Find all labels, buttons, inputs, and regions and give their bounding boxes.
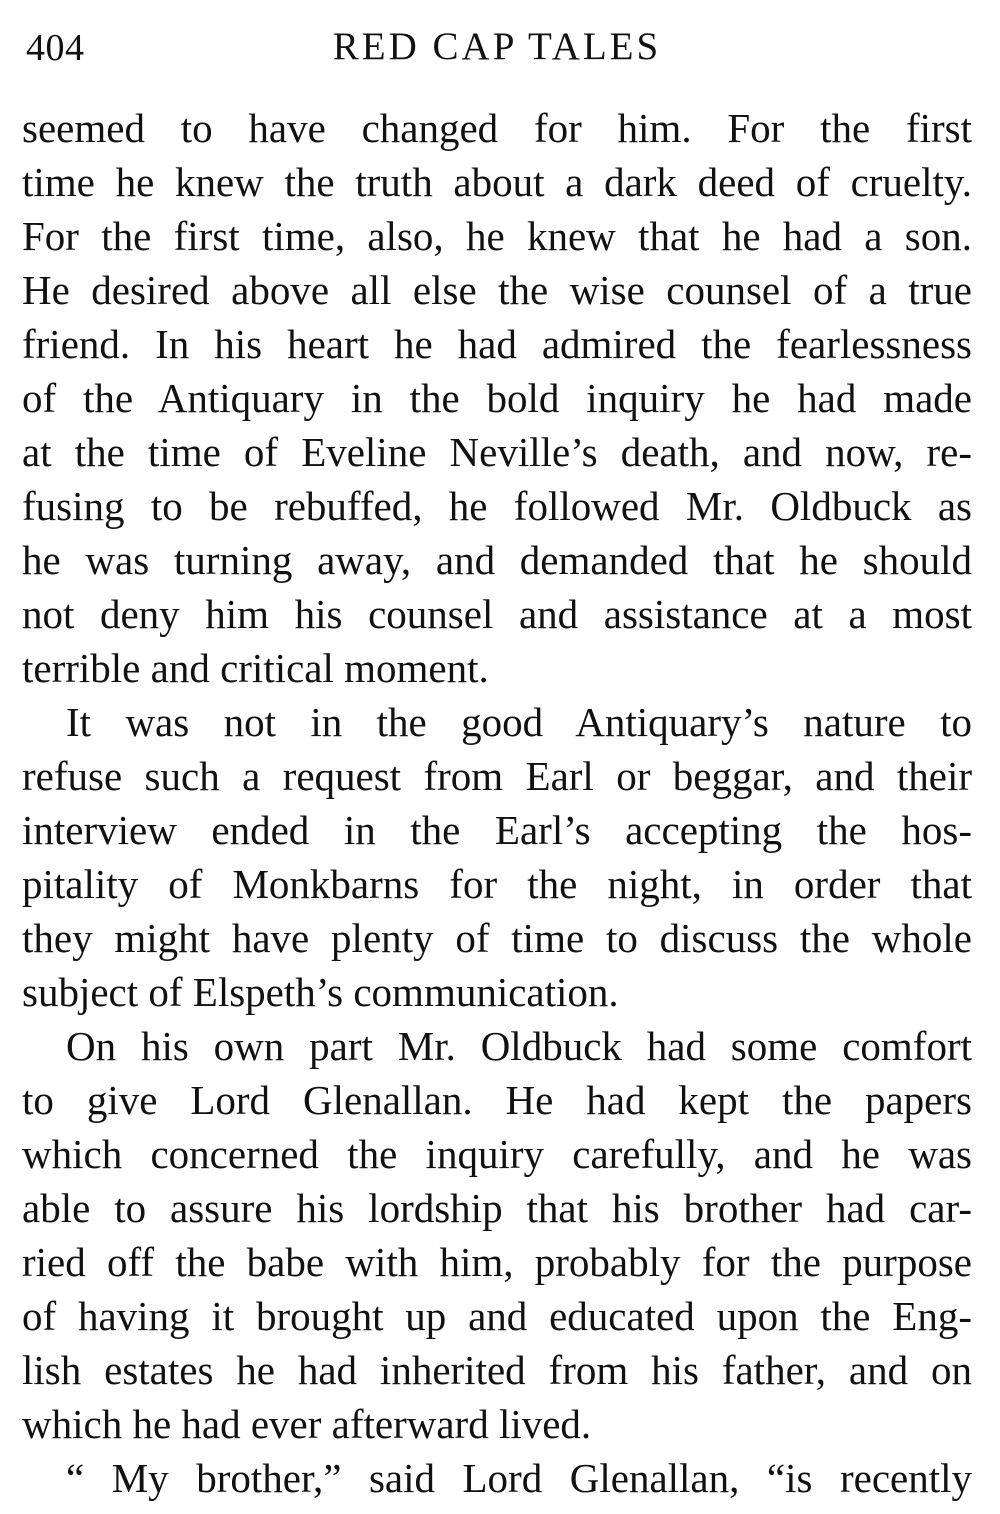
text-line: friend. In his heart he had admired the fearlessness xyxy=(22,321,972,367)
text-line: “ My brother,” said Lord Glenallan, “is recently xyxy=(66,1455,972,1501)
text-line: interview ended in the Earl’s accepting the hos- xyxy=(22,807,972,853)
text-line: He desired above all else the wise counsel of a true xyxy=(22,267,972,313)
text-line: able to assure his lordship that his brother had car- xyxy=(22,1185,972,1231)
text-line: which concerned the inquiry carefully, and he was xyxy=(22,1131,972,1177)
text-line: not deny him his counsel and assistance at a most xyxy=(22,591,972,637)
text-line: lish estates he had inherited from his father, and on xyxy=(22,1347,972,1393)
text-line: On his own part Mr. Oldbuck had some comfort xyxy=(66,1023,972,1069)
text-line: at the time of Eveline Neville’s death, and now, re- xyxy=(22,429,972,475)
running-title: RED CAP TALES xyxy=(332,25,662,68)
page-header xyxy=(22,22,972,78)
text-line: pitality of Monkbarns for the night, in order that xyxy=(22,861,972,907)
text-line: of the Antiquary in the bold inquiry he had made xyxy=(22,375,972,421)
text-line: they might have plenty of time to discuss the whole xyxy=(22,915,972,961)
text-line: to give Lord Glenallan. He had kept the papers xyxy=(22,1077,972,1123)
text-line: which he had ever afterward lived. xyxy=(22,1401,592,1447)
text-line: fusing to be rebuffed, he followed Mr. Oldbuck as xyxy=(22,483,972,529)
text-line: refuse such a request from Earl or beggar, and their xyxy=(22,753,972,799)
text-line: time he knew the truth about a dark deed of cruelty. xyxy=(22,159,972,205)
text-line: he was turning away, and demanded that he should xyxy=(22,537,972,583)
body-text xyxy=(22,101,972,1505)
text-line: It was not in the good Antiquary’s nature to xyxy=(66,699,972,745)
paragraph xyxy=(22,101,972,695)
text-line: ried off the babe with him, probably for the purpose xyxy=(22,1239,972,1285)
text-line: of having it brought up and educated upon the Eng- xyxy=(22,1293,972,1339)
text-line: For the first time, also, he knew that he had a son. xyxy=(22,213,972,259)
paragraph xyxy=(22,1451,972,1505)
text-line: subject of Elspeth’s communication. xyxy=(22,969,619,1015)
page-number: 404 xyxy=(26,27,85,69)
text-line: seemed to have changed for him. For the first xyxy=(22,105,972,151)
paragraph xyxy=(22,695,972,1019)
paragraph xyxy=(22,1019,972,1451)
text-line: terrible and critical moment. xyxy=(22,645,489,691)
